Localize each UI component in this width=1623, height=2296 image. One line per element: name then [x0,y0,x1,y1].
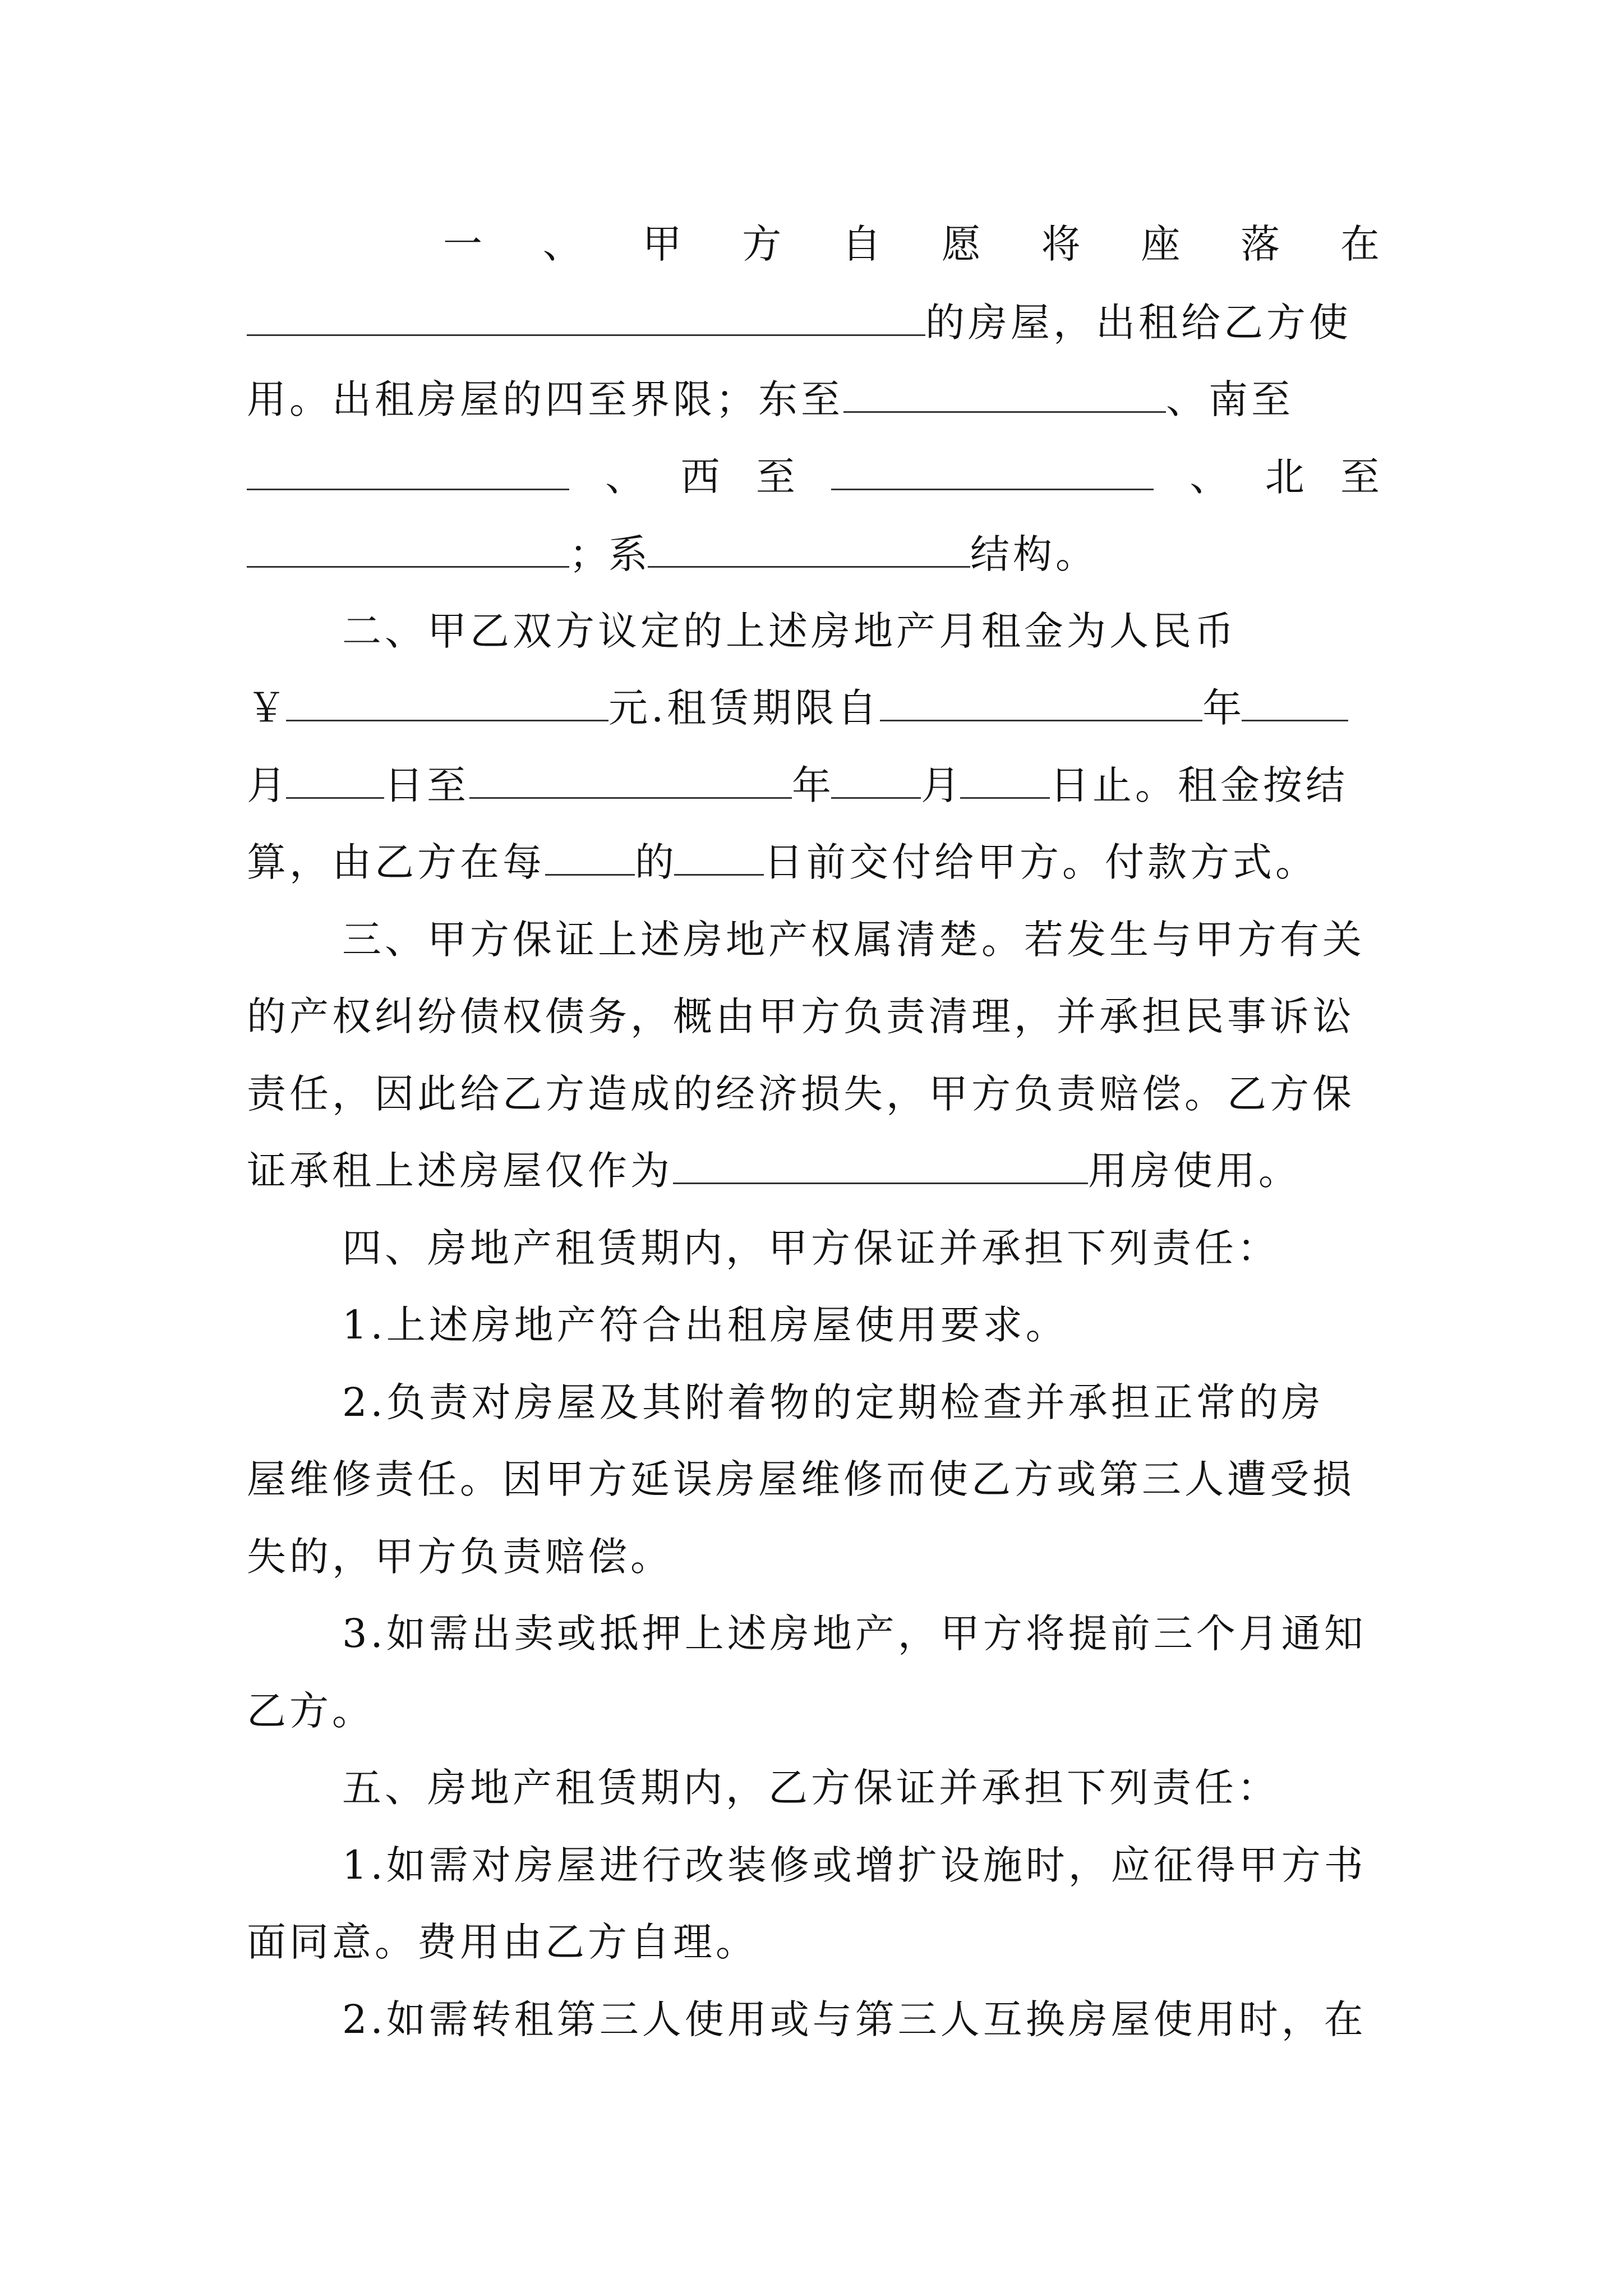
text: 失的，甲方负责赔偿。 [247,1534,673,1580]
text: 用。出租房屋的四至界限；东至 [247,376,843,422]
text: 月 [247,762,286,808]
text: 3.如需出卖或抵押上述房地产，甲方将提前三个月通知 [342,1611,1367,1657]
clause1-line3 [247,360,1380,439]
clause1-line4 [247,438,1380,516]
payment-period-blank[interactable] [545,839,635,876]
text: 方 [742,221,782,267]
east-boundary-blank[interactable] [843,376,1166,413]
text: 二、甲乙双方议定的上述房地产月租金为人民币 [342,608,1237,654]
text: 愿 [941,221,981,267]
clause4-line1 [342,1209,1380,1287]
text: 西 [680,454,720,500]
text: 1.如需对房屋进行改装修或增扩设施时，应征得甲方书 [342,1842,1367,1888]
text: 落 [1241,221,1280,267]
clause2-line3 [247,746,1380,825]
text: 年 [1202,685,1242,731]
payment-day-blank[interactable] [674,839,764,876]
text: 乙方。 [247,1688,375,1734]
start-month-blank[interactable] [1242,685,1348,721]
text: 证承租上述房屋仅作为 [247,1148,673,1194]
text: ；系 [569,531,648,577]
text: 年 [792,762,831,808]
south-boundary-blank[interactable] [247,454,569,490]
clause2-line2 [247,669,1380,747]
text: 、 [542,221,582,267]
yuan-sign: ￥ [247,685,286,731]
clause2-line1 [342,592,1380,670]
text: 三、甲方保证上述房地产权属清楚。若发生与甲方有关 [342,917,1365,963]
clause2-line4 [247,823,1380,901]
text: 2.如需转租第三人使用或与第三人互换房屋使用时，在 [342,1996,1367,2042]
text: 自 [842,221,882,267]
usage-purpose-blank[interactable] [673,1148,1088,1184]
end-year-blank[interactable] [469,762,792,799]
clause1-line1 [443,205,1380,283]
text: 座 [1141,221,1181,267]
clause1-line5 [247,515,1380,593]
text: 结构。 [970,531,1098,577]
start-day-blank[interactable] [286,762,384,799]
text: 的产权纠纷债权债务，概由甲方负责清理，并承担民事诉讼 [247,993,1355,1039]
text: 北 [1265,454,1304,500]
text: 至 [1340,454,1380,500]
text: 算，由乙方在每 [247,839,545,885]
clause4-item2-line3 [247,1517,1380,1596]
clause4-item2-line2 [247,1440,1380,1519]
clause3-line3 [247,1055,1380,1133]
monthly-rent-blank[interactable] [286,685,608,721]
text: 、 [605,454,645,500]
text: 、 [1189,454,1229,500]
text: 2.负责对房屋及其附着物的定期检查并承担正常的房 [342,1379,1324,1425]
text: 责任，因此给乙方造成的经济损失，甲方负责赔偿。乙方保 [247,1071,1355,1117]
clause5-item1-line2 [247,1903,1380,1981]
clause5-line1 [342,1749,1380,1827]
text: 的 [635,839,674,885]
clause4-item2-line1 [342,1363,1380,1442]
text: 、南至 [1166,376,1294,422]
clause3-line2 [247,977,1380,1056]
start-year-blank[interactable] [880,685,1202,721]
text: 五、房地产租赁期内，乙方保证并承担下列责任： [342,1765,1280,1811]
clause4-item3-line1 [342,1594,1380,1673]
clause1-line2 [247,283,1380,362]
clause4-item3-line2 [247,1672,1380,1750]
clause3-line1 [342,900,1380,979]
text: 甲 [642,221,682,267]
text: 1.上述房地产符合出租房屋使用要求。 [342,1302,1068,1348]
text: 的房屋，出租给乙方使 [925,300,1352,346]
clause4-item1 [342,1286,1380,1364]
north-boundary-blank[interactable] [247,531,569,568]
text: 用房使用。 [1088,1148,1301,1194]
clause5-item2-line1 [342,1980,1380,2059]
text: 四、房地产租赁期内，甲方保证并承担下列责任： [342,1225,1280,1271]
text: 至 [755,454,795,500]
clause5-item1-line1 [342,1826,1380,1904]
text: 面同意。费用由乙方自理。 [247,1919,758,1965]
text: 在 [1340,221,1380,267]
text: 日止。租金按结 [1050,762,1348,808]
text: 屋维修责任。因甲方延误房屋维修而使乙方或第三人遭受损 [247,1456,1355,1502]
end-day-blank[interactable] [960,762,1050,799]
text: 一 [443,221,482,267]
end-month-blank[interactable] [831,762,921,799]
text: 元.租赁期限自 [608,685,880,731]
text: 日至 [384,762,469,808]
west-boundary-blank[interactable] [831,454,1154,490]
clause3-line4 [247,1131,1380,1210]
location-blank[interactable] [247,300,925,336]
text: 日前交付给甲方。付款方式。 [764,839,1318,885]
text: 月 [921,762,960,808]
structure-blank[interactable] [648,531,970,568]
text: 将 [1041,221,1081,267]
